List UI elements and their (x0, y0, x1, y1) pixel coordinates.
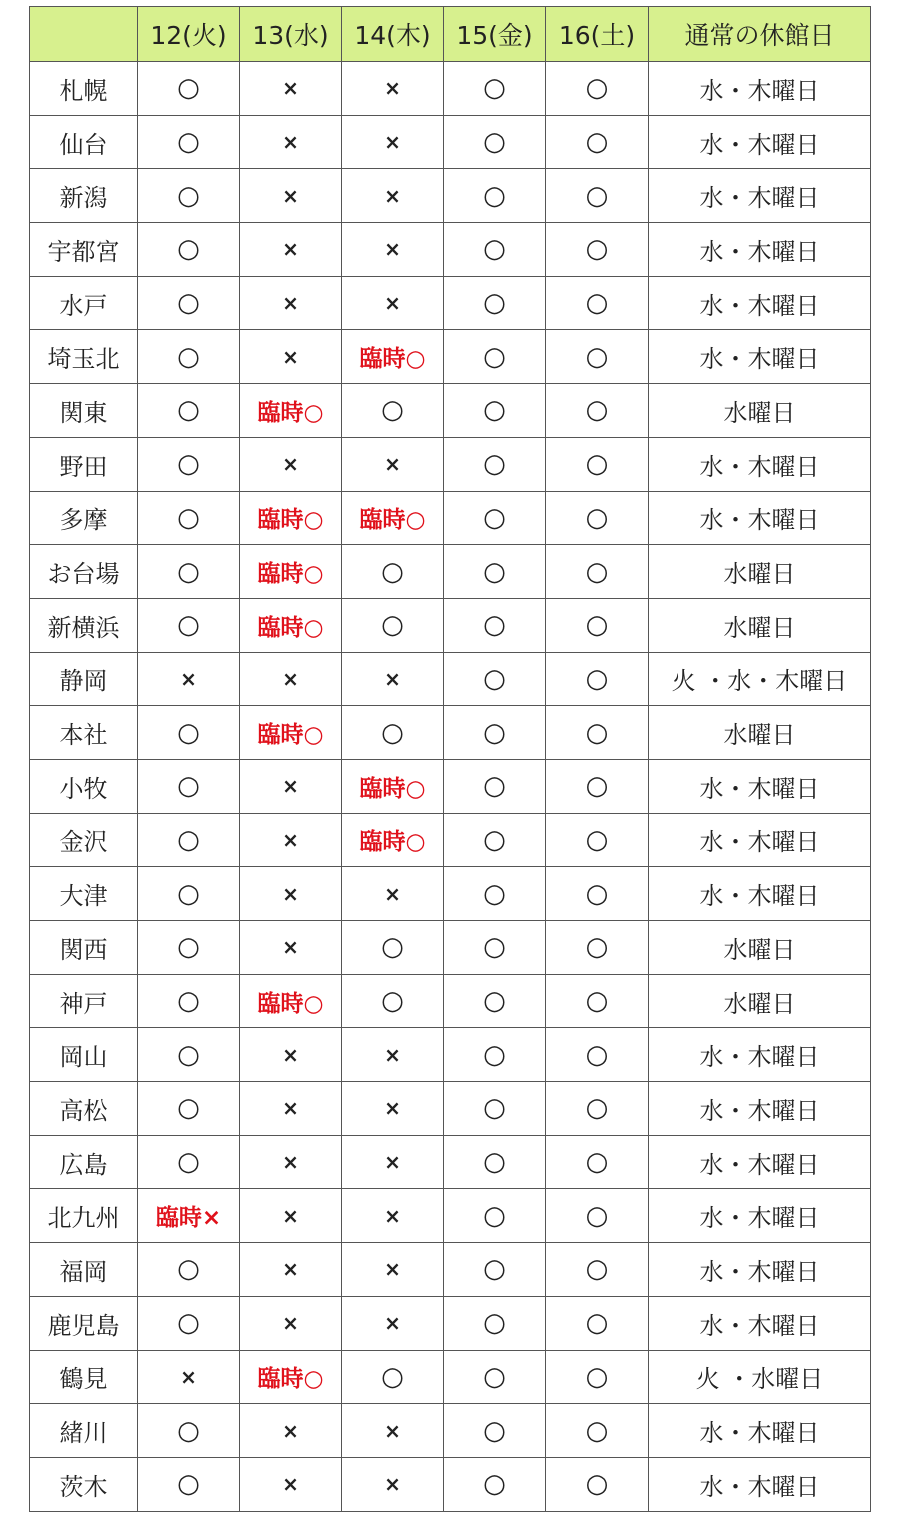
day-status-cell: ○ (138, 867, 240, 921)
day-status-cell: ○ (138, 330, 240, 384)
day-status-cell: × (240, 1404, 342, 1458)
day-status-cell: ○ (444, 62, 546, 116)
day-status-cell: × (240, 1189, 342, 1243)
day-status-cell: ○ (546, 276, 649, 330)
day-status-cell: × (240, 921, 342, 975)
day-status-cell: ○ (444, 1243, 546, 1297)
day-status-cell: ○ (546, 330, 649, 384)
day-status-cell: ○ (546, 223, 649, 277)
table-row (30, 545, 871, 599)
branch-name: 水戸 (30, 276, 138, 330)
regular-closed-days: 水・木曜日 (649, 1404, 871, 1458)
table-row (30, 921, 871, 975)
day-status-cell: ○ (444, 1296, 546, 1350)
regular-closed-days: 水・木曜日 (649, 1135, 871, 1189)
day-status-cell: ○ (138, 1457, 240, 1511)
branch-name: 高松 (30, 1082, 138, 1136)
regular-closed-days: 水・木曜日 (649, 1082, 871, 1136)
day-status-cell: ○ (546, 1028, 649, 1082)
table-row (30, 1082, 871, 1136)
day-status-cell: × (240, 1082, 342, 1136)
regular-closed-days: 水・木曜日 (649, 330, 871, 384)
day-status-cell: × (342, 62, 444, 116)
table-row (30, 598, 871, 652)
day-status-cell: × (342, 1404, 444, 1458)
day-status-cell: ○ (138, 437, 240, 491)
day-status-cell: ○ (546, 545, 649, 599)
day-status-cell: ○ (342, 598, 444, 652)
day-status-cell: ○ (546, 652, 649, 706)
table-row (30, 330, 871, 384)
regular-closed-days: 水曜日 (649, 921, 871, 975)
day-status-cell: ○ (546, 115, 649, 169)
branch-name: 宇都宮 (30, 223, 138, 277)
day-status-cell: ○ (138, 1082, 240, 1136)
regular-closed-days: 水曜日 (649, 706, 871, 760)
day-status-cell: 臨時○ (342, 491, 444, 545)
day-status-cell: ○ (342, 974, 444, 1028)
branch-name: 小牧 (30, 759, 138, 813)
day-status-cell: × (240, 1243, 342, 1297)
day-status-cell: 臨時○ (240, 974, 342, 1028)
day-status-cell: ○ (444, 813, 546, 867)
table-row (30, 1457, 871, 1511)
branch-name: 福岡 (30, 1243, 138, 1297)
table-row (30, 62, 871, 116)
table-row (30, 652, 871, 706)
day-status-cell: ○ (444, 1457, 546, 1511)
day-status-cell: ○ (546, 491, 649, 545)
day-status-cell: ○ (444, 169, 546, 223)
day-status-cell: ○ (138, 974, 240, 1028)
day-status-cell: ○ (546, 1404, 649, 1458)
day-status-cell: ○ (138, 169, 240, 223)
day-status-cell: ○ (342, 706, 444, 760)
day-status-cell: × (342, 867, 444, 921)
regular-closed-days: 水・木曜日 (649, 1296, 871, 1350)
day-status-cell: ○ (546, 437, 649, 491)
branch-name: 新潟 (30, 169, 138, 223)
branch-name: 神戸 (30, 974, 138, 1028)
day-status-cell: × (240, 1028, 342, 1082)
table-row (30, 223, 871, 277)
day-status-cell: ○ (444, 598, 546, 652)
day-status-cell: ○ (444, 1135, 546, 1189)
header-regular-closed: 通常の休館日 (649, 7, 871, 62)
branch-name: 新横浜 (30, 598, 138, 652)
day-status-cell: × (240, 867, 342, 921)
regular-closed-days: 水・木曜日 (649, 1028, 871, 1082)
day-status-cell: ○ (546, 598, 649, 652)
day-status-cell: ○ (444, 1350, 546, 1404)
day-status-cell: ○ (444, 974, 546, 1028)
branch-name: 静岡 (30, 652, 138, 706)
day-status-cell: ○ (546, 1350, 649, 1404)
branch-name: 茨木 (30, 1457, 138, 1511)
branch-name: 多摩 (30, 491, 138, 545)
branch-name: 広島 (30, 1135, 138, 1189)
day-status-cell: × (138, 652, 240, 706)
day-status-cell: × (240, 1457, 342, 1511)
regular-closed-days: 水曜日 (649, 545, 871, 599)
day-status-cell: ○ (138, 545, 240, 599)
branch-name: 関東 (30, 384, 138, 438)
day-status-cell: ○ (138, 598, 240, 652)
day-status-cell: ○ (546, 1189, 649, 1243)
regular-closed-days: 水・木曜日 (649, 223, 871, 277)
day-status-cell: ○ (444, 330, 546, 384)
day-status-cell: ○ (546, 1457, 649, 1511)
day-status-cell: ○ (444, 1189, 546, 1243)
day-status-cell: × (240, 652, 342, 706)
table-row (30, 813, 871, 867)
day-status-cell: 臨時○ (240, 491, 342, 545)
day-status-cell: ○ (138, 921, 240, 975)
regular-closed-days: 水・木曜日 (649, 867, 871, 921)
day-status-cell: ○ (138, 223, 240, 277)
day-status-cell: × (342, 1135, 444, 1189)
regular-closed-days: 水・木曜日 (649, 813, 871, 867)
regular-closed-days: 水・木曜日 (649, 491, 871, 545)
day-status-cell: ○ (546, 1296, 649, 1350)
header-day-16: 16(土) (546, 7, 649, 62)
day-status-cell: 臨時○ (342, 813, 444, 867)
day-status-cell: 臨時○ (240, 598, 342, 652)
regular-closed-days: 水曜日 (649, 384, 871, 438)
day-status-cell: × (342, 1189, 444, 1243)
day-status-cell: 臨時× (138, 1189, 240, 1243)
day-status-cell: ○ (546, 759, 649, 813)
regular-closed-days: 水・木曜日 (649, 1243, 871, 1297)
day-status-cell: ○ (138, 115, 240, 169)
day-status-cell: ○ (444, 706, 546, 760)
day-status-cell: × (240, 276, 342, 330)
regular-closed-days: 水・木曜日 (649, 62, 871, 116)
day-status-cell: ○ (546, 974, 649, 1028)
header-day-15: 15(金) (444, 7, 546, 62)
table-row (30, 1028, 871, 1082)
branch-name: 緒川 (30, 1404, 138, 1458)
branch-name: 関西 (30, 921, 138, 975)
day-status-cell: ○ (342, 384, 444, 438)
regular-closed-days: 水・木曜日 (649, 1457, 871, 1511)
day-status-cell: × (342, 1296, 444, 1350)
day-status-cell: ○ (444, 545, 546, 599)
branch-name: 金沢 (30, 813, 138, 867)
regular-closed-days: 水・木曜日 (649, 169, 871, 223)
branch-name: お台場 (30, 545, 138, 599)
regular-closed-days: 水・木曜日 (649, 115, 871, 169)
day-status-cell: × (342, 169, 444, 223)
day-status-cell: × (138, 1350, 240, 1404)
table-row (30, 706, 871, 760)
day-status-cell: ○ (138, 706, 240, 760)
day-status-cell: × (240, 813, 342, 867)
regular-closed-days: 水・木曜日 (649, 437, 871, 491)
day-status-cell: × (342, 276, 444, 330)
day-status-cell: × (342, 1457, 444, 1511)
day-status-cell: ○ (138, 62, 240, 116)
day-status-cell: × (240, 169, 342, 223)
day-status-cell: ○ (444, 1028, 546, 1082)
table-body (30, 62, 871, 1512)
table-row (30, 1135, 871, 1189)
day-status-cell: ○ (138, 813, 240, 867)
day-status-cell: ○ (546, 867, 649, 921)
day-status-cell: ○ (546, 384, 649, 438)
table-row (30, 974, 871, 1028)
table-row (30, 491, 871, 545)
day-status-cell: 臨時○ (240, 706, 342, 760)
header-day-14: 14(木) (342, 7, 444, 62)
day-status-cell: ○ (138, 491, 240, 545)
day-status-cell: 臨時○ (342, 330, 444, 384)
day-status-cell: × (240, 759, 342, 813)
table-row (30, 115, 871, 169)
day-status-cell: ○ (444, 652, 546, 706)
day-status-cell: ○ (444, 384, 546, 438)
day-status-cell: ○ (444, 759, 546, 813)
holiday-schedule-table (29, 6, 871, 1512)
regular-closed-days: 水・木曜日 (649, 759, 871, 813)
day-status-cell: ○ (138, 1135, 240, 1189)
branch-name: 大津 (30, 867, 138, 921)
header-day-12: 12(火) (138, 7, 240, 62)
table-row (30, 437, 871, 491)
day-status-cell: ○ (546, 921, 649, 975)
day-status-cell: ○ (546, 1135, 649, 1189)
day-status-cell: ○ (546, 706, 649, 760)
branch-name: 札幌 (30, 62, 138, 116)
day-status-cell: × (240, 1296, 342, 1350)
branch-name: 本社 (30, 706, 138, 760)
day-status-cell: ○ (546, 813, 649, 867)
day-status-cell: ○ (546, 1082, 649, 1136)
table-row (30, 1189, 871, 1243)
day-status-cell: × (342, 1028, 444, 1082)
table-row (30, 169, 871, 223)
regular-closed-days: 火 ・水・木曜日 (649, 652, 871, 706)
branch-name: 鹿児島 (30, 1296, 138, 1350)
day-status-cell: 臨時○ (342, 759, 444, 813)
day-status-cell: ○ (444, 437, 546, 491)
day-status-cell: ○ (444, 921, 546, 975)
table-row (30, 1404, 871, 1458)
day-status-cell: ○ (342, 921, 444, 975)
day-status-cell: × (240, 1135, 342, 1189)
day-status-cell: ○ (444, 867, 546, 921)
table-row (30, 867, 871, 921)
header-day-13: 13(水) (240, 7, 342, 62)
table-row (30, 1350, 871, 1404)
table-row (30, 1243, 871, 1297)
day-status-cell: ○ (342, 1350, 444, 1404)
day-status-cell: 臨時○ (240, 384, 342, 438)
branch-name: 埼玉北 (30, 330, 138, 384)
regular-closed-days: 水・木曜日 (649, 276, 871, 330)
regular-closed-days: 火 ・水曜日 (649, 1350, 871, 1404)
branch-name: 北九州 (30, 1189, 138, 1243)
day-status-cell: × (342, 115, 444, 169)
day-status-cell: × (342, 223, 444, 277)
day-status-cell: ○ (444, 491, 546, 545)
day-status-cell: ○ (444, 223, 546, 277)
day-status-cell: ○ (444, 276, 546, 330)
day-status-cell: ○ (444, 1404, 546, 1458)
day-status-cell: 臨時○ (240, 545, 342, 599)
regular-closed-days: 水曜日 (649, 974, 871, 1028)
day-status-cell: ○ (138, 759, 240, 813)
branch-name: 仙台 (30, 115, 138, 169)
day-status-cell: ○ (546, 1243, 649, 1297)
table-row (30, 276, 871, 330)
table-row (30, 1296, 871, 1350)
day-status-cell: ○ (138, 1243, 240, 1297)
day-status-cell: ○ (138, 276, 240, 330)
day-status-cell: ○ (546, 62, 649, 116)
day-status-cell: ○ (138, 1028, 240, 1082)
day-status-cell: ○ (342, 545, 444, 599)
header-corner (30, 7, 138, 62)
day-status-cell: × (342, 1082, 444, 1136)
header-row (30, 7, 871, 62)
table-row (30, 759, 871, 813)
day-status-cell: × (240, 62, 342, 116)
day-status-cell: × (240, 437, 342, 491)
regular-closed-days: 水・木曜日 (649, 1189, 871, 1243)
table-row (30, 384, 871, 438)
day-status-cell: ○ (138, 1296, 240, 1350)
day-status-cell: × (342, 1243, 444, 1297)
branch-name: 鶴見 (30, 1350, 138, 1404)
day-status-cell: × (240, 115, 342, 169)
branch-name: 野田 (30, 437, 138, 491)
day-status-cell: ○ (444, 1082, 546, 1136)
branch-name: 岡山 (30, 1028, 138, 1082)
day-status-cell: 臨時○ (240, 1350, 342, 1404)
day-status-cell: ○ (546, 169, 649, 223)
day-status-cell: × (240, 223, 342, 277)
day-status-cell: × (240, 330, 342, 384)
day-status-cell: × (342, 652, 444, 706)
day-status-cell: ○ (138, 384, 240, 438)
day-status-cell: ○ (138, 1404, 240, 1458)
regular-closed-days: 水曜日 (649, 598, 871, 652)
day-status-cell: ○ (444, 115, 546, 169)
day-status-cell: × (342, 437, 444, 491)
